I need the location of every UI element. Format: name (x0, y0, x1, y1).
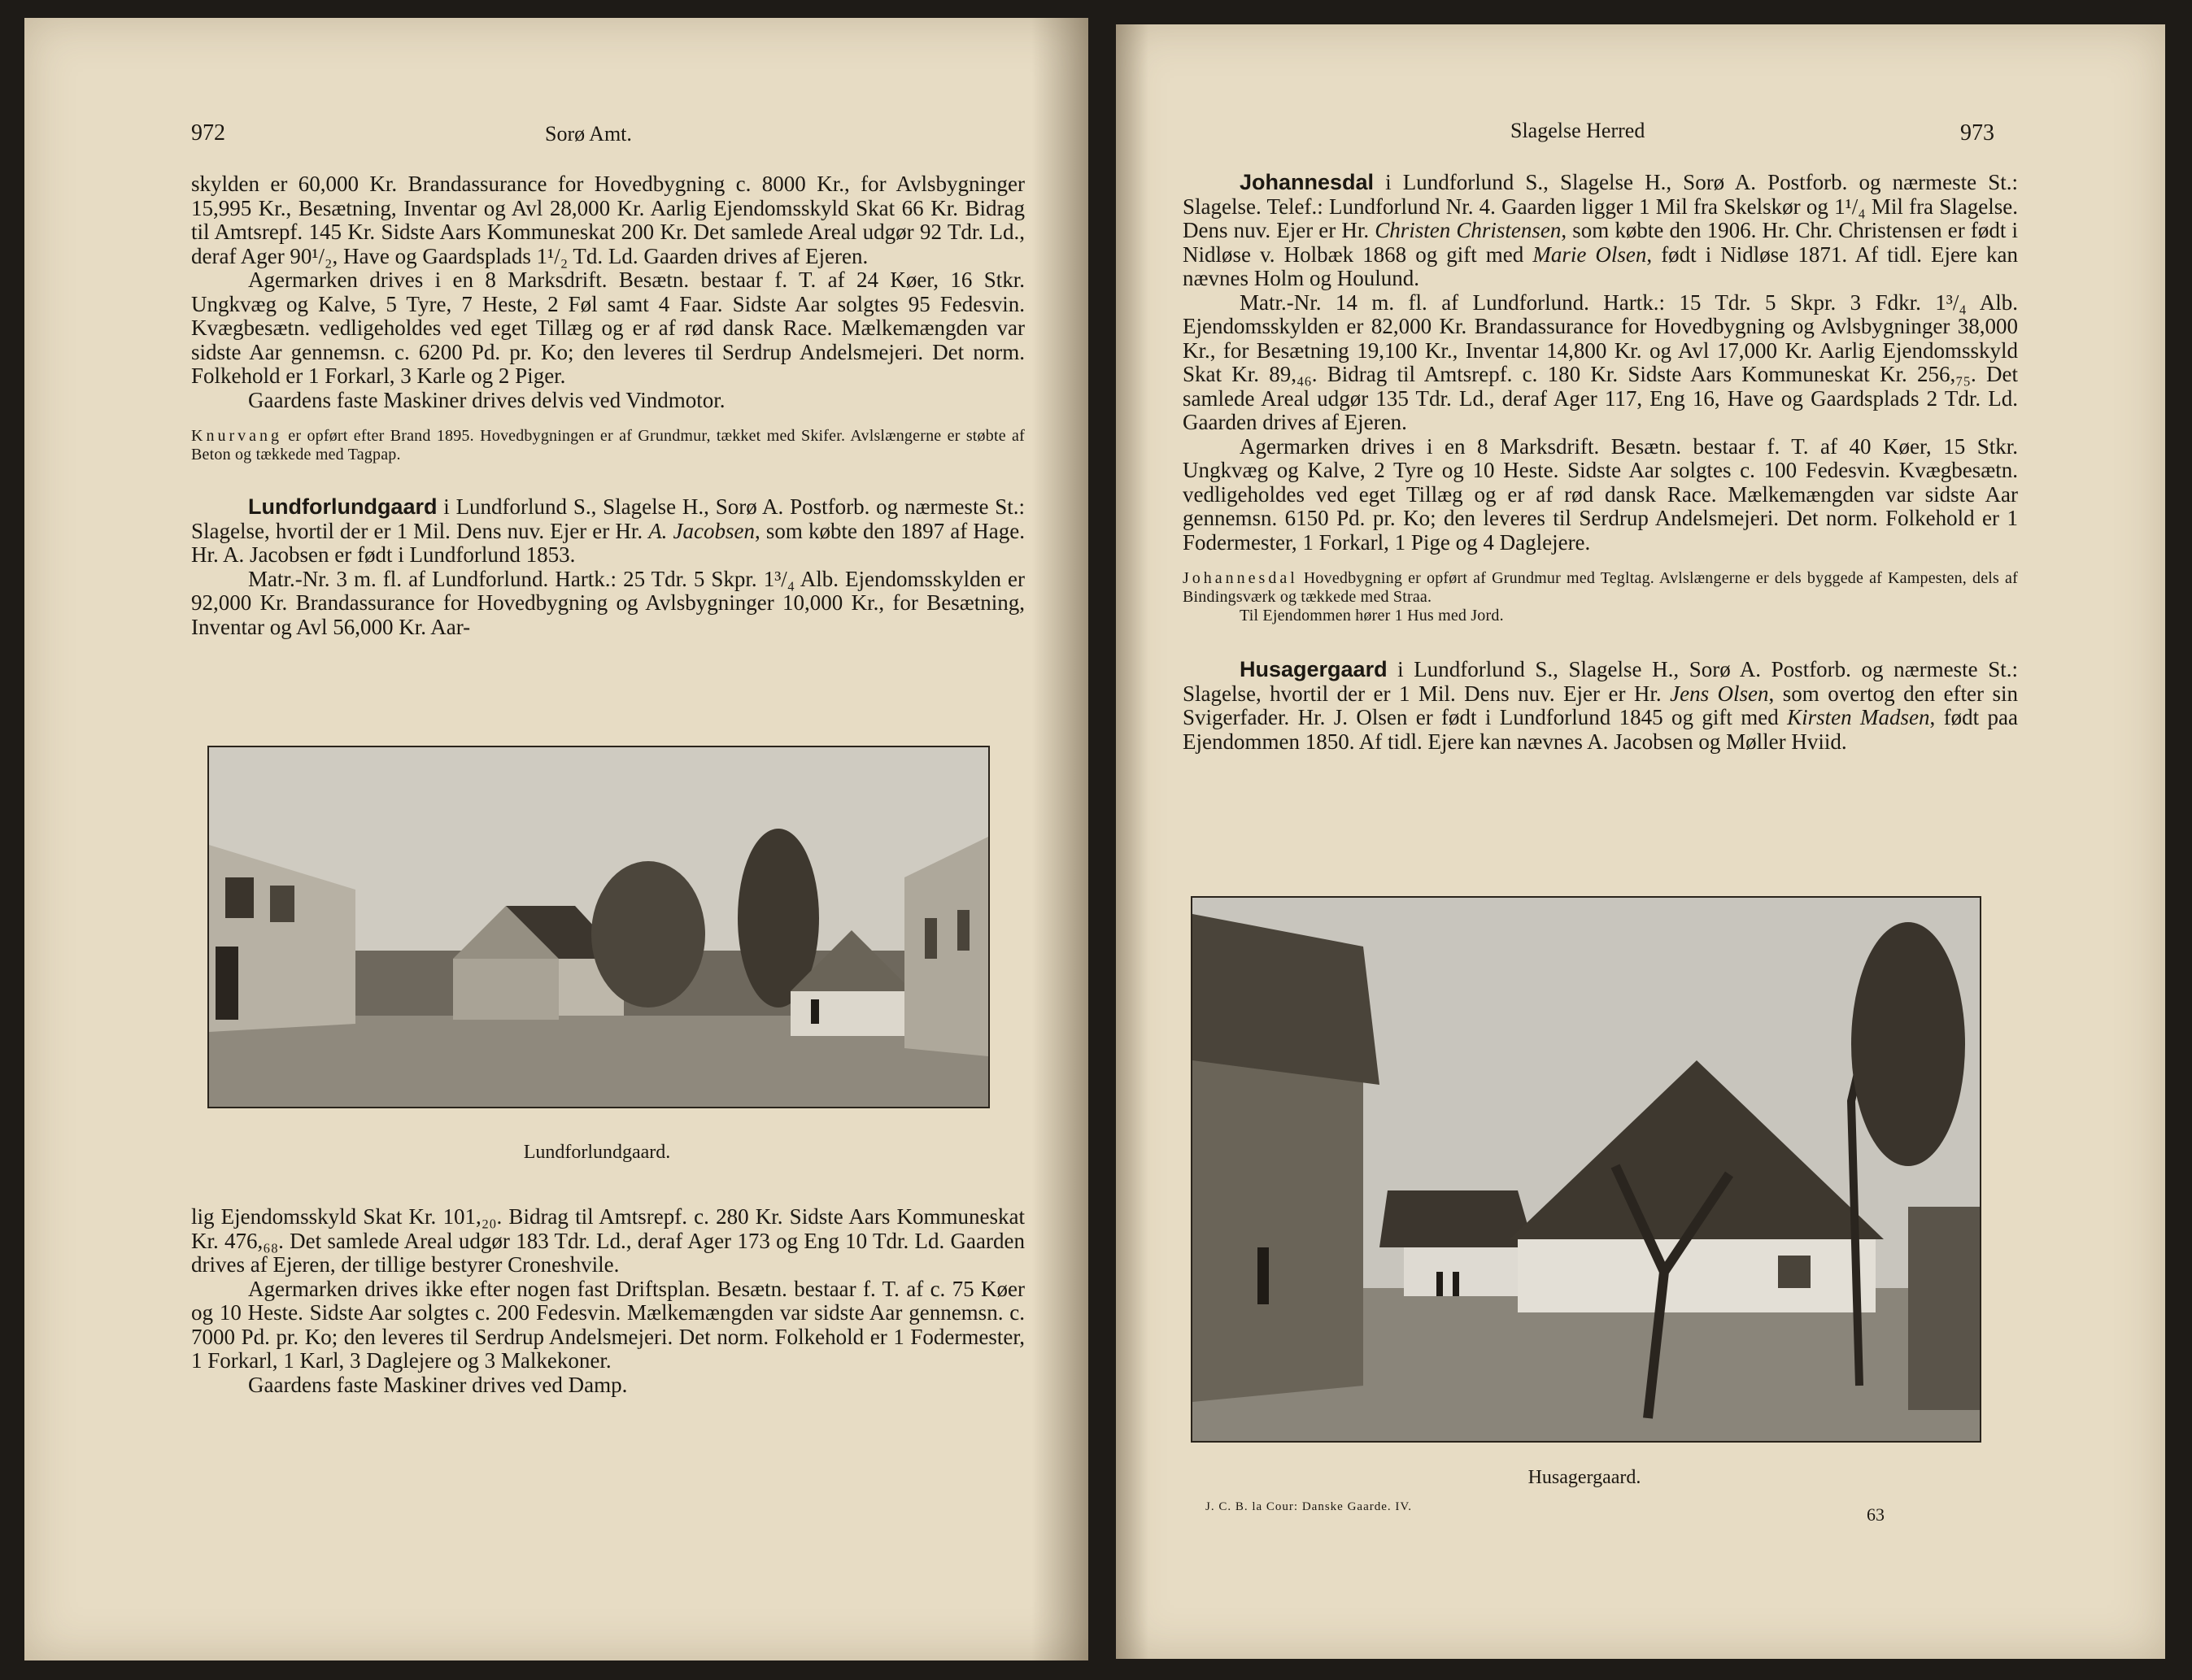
entry-intro: i Lundforlund S., Slagelse H., Sorø A. Postforb. og nærmeste St.: Slagelse, hvortil der er 1 Mil. Dens nuv. Ejer er Hr. (1183, 657, 2018, 706)
farm-photo-image (209, 747, 988, 1107)
paragraph: Matr.-Nr. 3 m. fl. af Lundforlund. Hartk.: 25 Tdr. 5 Skpr. 1³/₄ Alb. Ejendomsskylden er 92,000 Kr. Brandassurance for Hovedbygning og Avlsbygninger 10,000 Kr., for Besætning, Inventar og Avl 56,000 Kr. Aar- (191, 566, 1025, 639)
photo-caption: Lundforlundgaard. (523, 1142, 671, 1163)
owner-name: Jens Olsen (1670, 681, 1769, 706)
entry-intro-end: , som købte den 1897 af Hage. Hr. A. Jacobsen er født i Lundforlund 1853. (191, 518, 1026, 567)
entry-title: Johannesdal (1240, 170, 1375, 194)
footer-signature: J. C. B. la Cour: Danske Gaarde. IV. (1205, 1500, 1413, 1513)
text-top (1183, 171, 2018, 754)
wife-name: Kirsten Madsen (1787, 705, 1930, 729)
paragraph: Agermarken drives i en 8 Marksdrift. Besætn. bestaar f. T. af 24 Køer, 16 Stkr. Ungkvæg og Kalve, 5 Tyre, 7 Heste, 2 Føl samt 4 Faar. Sidste Aar solgtes 95 Fedesvin. Kvægbesætn. vedligeholdes ved eget Tillæg og er af rød dansk Race. Mælkemængden var sidste Aar gennemsn. c. 6200 Pd. pr. Ko; den leveres til Serdrup Andelsmejeri. Det norm. Folkehold er 1 Forkarl, 3 Karle og 2 Piger. (191, 268, 1025, 388)
running-head: Slagelse Herred (1510, 119, 1645, 142)
farm-photo-image (1192, 898, 1980, 1441)
photo-caption: Husagergaard. (1527, 1467, 1641, 1488)
farm-photo (1191, 896, 1981, 1443)
gutter-shadow (1116, 24, 1148, 1659)
entry-mid: , som købte den 1906. Hr. Chr. Christensen er født i Nidløse v. Holbæk 1868 og gift med (1183, 218, 2019, 267)
running-head: Sorø Amt. (545, 122, 632, 146)
note-farm-name: Knurvang (191, 427, 282, 445)
page-number: 973 (1960, 120, 1994, 146)
entry-end: , født i Nidløse 1871. Af tidl. Ejere kan nævnes Holm og Houlund. (1183, 242, 2018, 290)
note-text: er opført efter Brand 1895. Hovedbygningen er af Grundmur, tækket med Skifer. Avlslængerne er støbte af Beton og tækkede med Tagpap. (191, 427, 1025, 464)
entry-paragraph (1183, 658, 2018, 754)
paragraph: Agermarken drives i en 8 Marksdrift. Besætn. bestaar f. T. af 40 Køer, 15 Stkr. Ungkvæg og Kalve, 2 Tyre og 10 Heste. Sidste Aar solgtes c. 100 Fedesvin. Kvægbesætn. vedligeholdes ved eget Tillæg og er af rød dansk Race. Mælkemængden var sidste Aar gennemsn. 6150 Pd. pr. Ko; den leveres til Serdrup Andelsmejeri. Det norm. Folkehold er 1 Fodermester, 1 Forkarl, 1 Pige og 4 Daglejere. (1183, 433, 2018, 555)
right-page (1116, 24, 2165, 1659)
paragraph: skylden er 60,000 Kr. Brandassurance for Hovedbygning c. 8000 Kr., for Avlsbygninger 15,995 Kr., Besætning, Inventar og Avl 28,000 Kr. Aarlig Ejendomsskyld Skat 66 Kr. Bidrag til Amtsrepf. 145 Kr. Sidste Aars Kommuneskat 200 Kr. Det samlede Areal udgør 92 Tdr. Ld., deraf Ager 90¹/₂, Have og Gaardsplads 1¹/₂ Td. Ld. Gaarden drives af Ejeren. (191, 172, 1025, 268)
gutter-shadow (1031, 18, 1088, 1660)
farm-photo (207, 746, 990, 1108)
note (191, 427, 1025, 464)
note-line: Til Ejendommen hører 1 Hus med Jord. (1240, 607, 1504, 625)
entry-paragraph (1183, 171, 2018, 291)
paragraph: lig Ejendomsskyld Skat Kr. 101,₂₀. Bidrag til Amtsrepf. c. 280 Kr. Sidste Aars Kommuneskat Kr. 476,₆₈. Det samlede Areal udgør 183 Tdr. Ld., deraf Ager 173 og Eng 10 Tdr. Ld. Gaarden drives af Ejeren, der tillige bestyrer Croneshvile. (191, 1204, 1025, 1277)
entry-intro: i Lundforlund S., Slagelse H., Sorø A. Postforb. og nærmeste St.: Slagelse. Telef.: Lundforlund Nr. 4. Gaarden ligger 1 Mil fra Skelskør og 1¹/₄ Mil fra Slagelse. Dens nuv. Ejer er Hr. (1183, 170, 2018, 242)
paragraph: Matr.-Nr. 14 m. fl. af Lundforlund. Hartk.: 15 Tdr. 5 Skpr. 3 Fdkr. 1³/₄ Alb. Ejendomsskylden er 82,000 Kr. Brandassurance for Hovedbygning og Avlsbygninger 38,000 Kr., for Besætning 19,100 Kr., Inventar 14,800 Kr. og Avl 17,000 Kr. Aarlig Ejendomsskyld Skat Kr. 89,₄₆. Bidrag til Amtsrepf. c. 180 Kr. Sidste Aars Kommuneskat Kr. 256,₇₅. Det samlede Areal udgør 135 Tdr. Ld., deraf Ager 117, Eng 16, Have og Gaardsplads 2 Tdr. Ld. Gaarden drives af Ejeren. (1183, 289, 2018, 434)
left-page (24, 18, 1088, 1660)
note-farm-name: Johannesdal (1183, 569, 1298, 587)
paragraph: Gaardens faste Maskiner drives delvis ved Vindmotor. (248, 387, 726, 412)
page-number: 972 (191, 120, 225, 146)
wife-name: Marie Olsen (1532, 242, 1647, 267)
note (1183, 569, 2018, 607)
entry-paragraph (191, 495, 1025, 568)
entry-title: Lundforlundgaard (248, 494, 438, 519)
sheet-number: 63 (1867, 1504, 1885, 1525)
text-top (191, 172, 1025, 639)
entry-mid: , som overtog den efter sin Svigerfader. Hr. J. Olsen er født i Lundforlund 1845 og gift med (1183, 681, 2018, 729)
note-text: Hovedbygning er opført af Grundmur med Tegltag. Avlslængerne er dels byggede af Kampesten, dels af Bindingsværk og tækkede med Straa. (1183, 569, 2018, 606)
paragraph: Agermarken drives ikke efter nogen fast Driftsplan. Besætn. bestaar f. T. af c. 75 Køer og 10 Heste. Sidste Aar solgtes c. 200 Fedesvin. Mælkemængden var sidste Aar gennemsn. c. 7000 Pd. pr. Ko; den leveres til Serdrup Andelsmejeri. Det norm. Folkehold er 1 Fodermester, 1 Forkarl, 1 Karl, 3 Daglejere og 3 Malkekoner. (191, 1276, 1025, 1373)
owner-name: Christen Christensen (1375, 218, 1562, 242)
text-bottom (191, 1205, 1025, 1397)
paragraph: Gaardens faste Maskiner drives ved Damp. (248, 1372, 628, 1397)
entry-end: , født paa Ejendommen 1850. Af tidl. Ejere kan nævnes A. Jacobsen og Møller Hviid. (1183, 705, 2018, 754)
entry-intro: i Lundforlund S., Slagelse H., Sorø A. Postforb. og nærmeste St.: Slagelse, hvortil der er 1 Mil. Dens nuv. Ejer er Hr. (191, 494, 1025, 543)
owner-name: A. Jacobsen (648, 518, 755, 543)
entry-title: Husagergaard (1240, 657, 1388, 681)
